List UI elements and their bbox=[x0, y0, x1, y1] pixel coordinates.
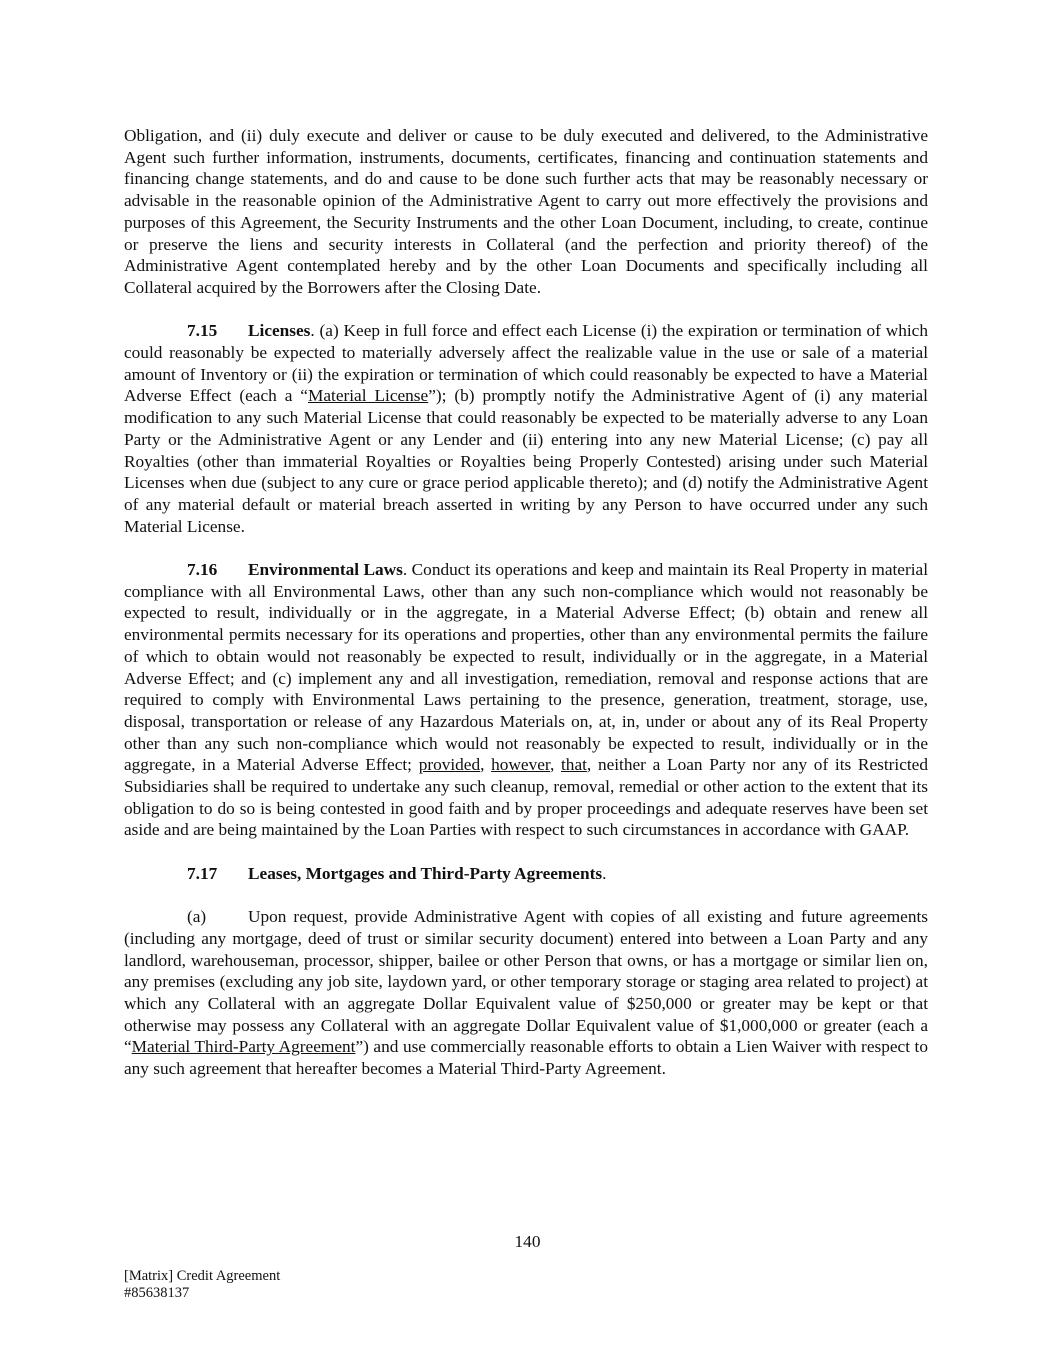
section-text: , neither a Loan Party nor any of its Restricted Subsidiaries shall be required to undertake any such cleanup, removal, remedial or other action to the extent that its obligation to do so is being contested in good faith and by proper proceedings and adequate reserves have been set aside and are being maintained by the Loan Parties with respect to such circumstances in accordance with GAAP. bbox=[124, 755, 928, 840]
section-text: . Conduct its operations and keep and maintain its Real Property in material compliance with all Environmental Laws, other than any such non-compliance which would not reasonably be expected to result, individually or in the aggregate, in a Material Adverse Effect; (b) obtain and renew all environmental permits necessary for its operations and properties, other than any environmental permits the failure of which to obtain would not reasonably be expected to result, individually or in the aggregate, in a Material Adverse Effect; and (c) implement any and all investigation, remediation, removal and response actions that are required to comply with Environmental Laws pertaining to the presence, generation, treatment, storage, use, disposal, transportation or release of any Hazardous Materials on, at, in, under or about any of its Real Property other than any such non-compliance which would not reasonably be expected to result, individually or in the aggregate, in a Material Adverse Effect; bbox=[124, 560, 928, 775]
defined-term: Material License bbox=[307, 386, 429, 406]
punctuation: , bbox=[549, 755, 561, 775]
section-title: Licenses bbox=[248, 321, 311, 341]
section-text: ”) and use commercially reasonable efforts to obtain a Lien Waiver with respect to any such agreement that hereafter becomes a Material Third-Party Agreement. bbox=[124, 1037, 928, 1079]
underlined-word: provided bbox=[418, 755, 481, 775]
underlined-word: however bbox=[491, 755, 550, 775]
section-7-17-heading bbox=[124, 863, 928, 885]
section-text: Upon request, provide Administrative Agent with copies of all existing and future agreements (including any mortgage, deed of trust or similar security document) entered into between a Loan Party and any landlord, warehouseman, processor, shipper, bailee or other Person that owns, or has a mortgage or similar lien on, any premises (excluding any job site, laydown yard, or other temporary storage or staging area related to project) at which any Collateral with an aggregate Dollar Equivalent value of $250,000 or greater may be kept or that otherwise may possess any Collateral with an aggregate Dollar Equivalent value of $1,000,000 or greater (each a “ bbox=[124, 907, 928, 1057]
page-number: 140 bbox=[514, 1232, 541, 1251]
section-number: 7.17 bbox=[187, 863, 218, 883]
punctuation: . bbox=[602, 863, 607, 883]
defined-term: Material Third-Party Agreement bbox=[131, 1037, 356, 1057]
footer-title: [Matrix] Credit Agreement bbox=[124, 1268, 281, 1284]
section-number: 7.16 bbox=[187, 560, 218, 580]
punctuation: , bbox=[480, 755, 492, 775]
section-title: Environmental Laws bbox=[248, 560, 403, 580]
footer-doc-id: #85638137 bbox=[124, 1285, 190, 1301]
document-body bbox=[124, 125, 928, 1102]
section-number: 7.15 bbox=[187, 321, 218, 341]
section-7-17-a bbox=[124, 906, 928, 1080]
footer bbox=[124, 1268, 280, 1302]
section-title: Leases, Mortgages and Third-Party Agreements bbox=[248, 863, 603, 883]
section-7-15 bbox=[124, 320, 928, 537]
paragraph-continuation: Obligation, and (ii) duly execute and deliver or cause to be duly executed and delivered, to the Administrative Agent such further information, instruments, documents, certificates, financing and continuation statements and financing change statements, and do and cause to be done such further acts that may be reasonably necessary or advisable in the reasonable opinion of the Administrative Agent to carry out more effectively the provisions and purposes of this Agreement, the Security Instruments and the other Loan Document, including, to create, continue or preserve the liens and security interests in Collateral (and the perfection and priority thereof) of the Administrative Agent contemplated hereby and by the other Loan Documents and specifically including all Collateral acquired by the Borrowers after the Closing Date. bbox=[124, 126, 928, 297]
section-7-16 bbox=[124, 559, 928, 841]
section-text: ”); (b) promptly notify the Administrative Agent of (i) any material modification to any such Material License that could reasonably be expected to be materially adverse to any Loan Party or the Administrative Agent or any Lender and (ii) entering into any new Material License; (c) pay all Royalties (other than immaterial Royalties or Royalties being Properly Contested) arising under such Material Licenses when due (subject to any cure or grace period applicable thereto); and (d) notify the Administrative Agent of any material default or material breach asserted in writing by any Person to have occurred under any such Material License. bbox=[124, 386, 928, 536]
underlined-word: that bbox=[561, 755, 587, 775]
clause-label: (a) bbox=[187, 907, 207, 927]
section-text: . (a) Keep in full force and effect each License (i) the expiration or termination of which could reasonably be expected to materially adversely affect the realizable value in the use or sale of a material amount of Inventory or (ii) the expiration or termination of which could reasonably be expected to have a Material Adverse Effect (each a “ bbox=[124, 321, 928, 406]
